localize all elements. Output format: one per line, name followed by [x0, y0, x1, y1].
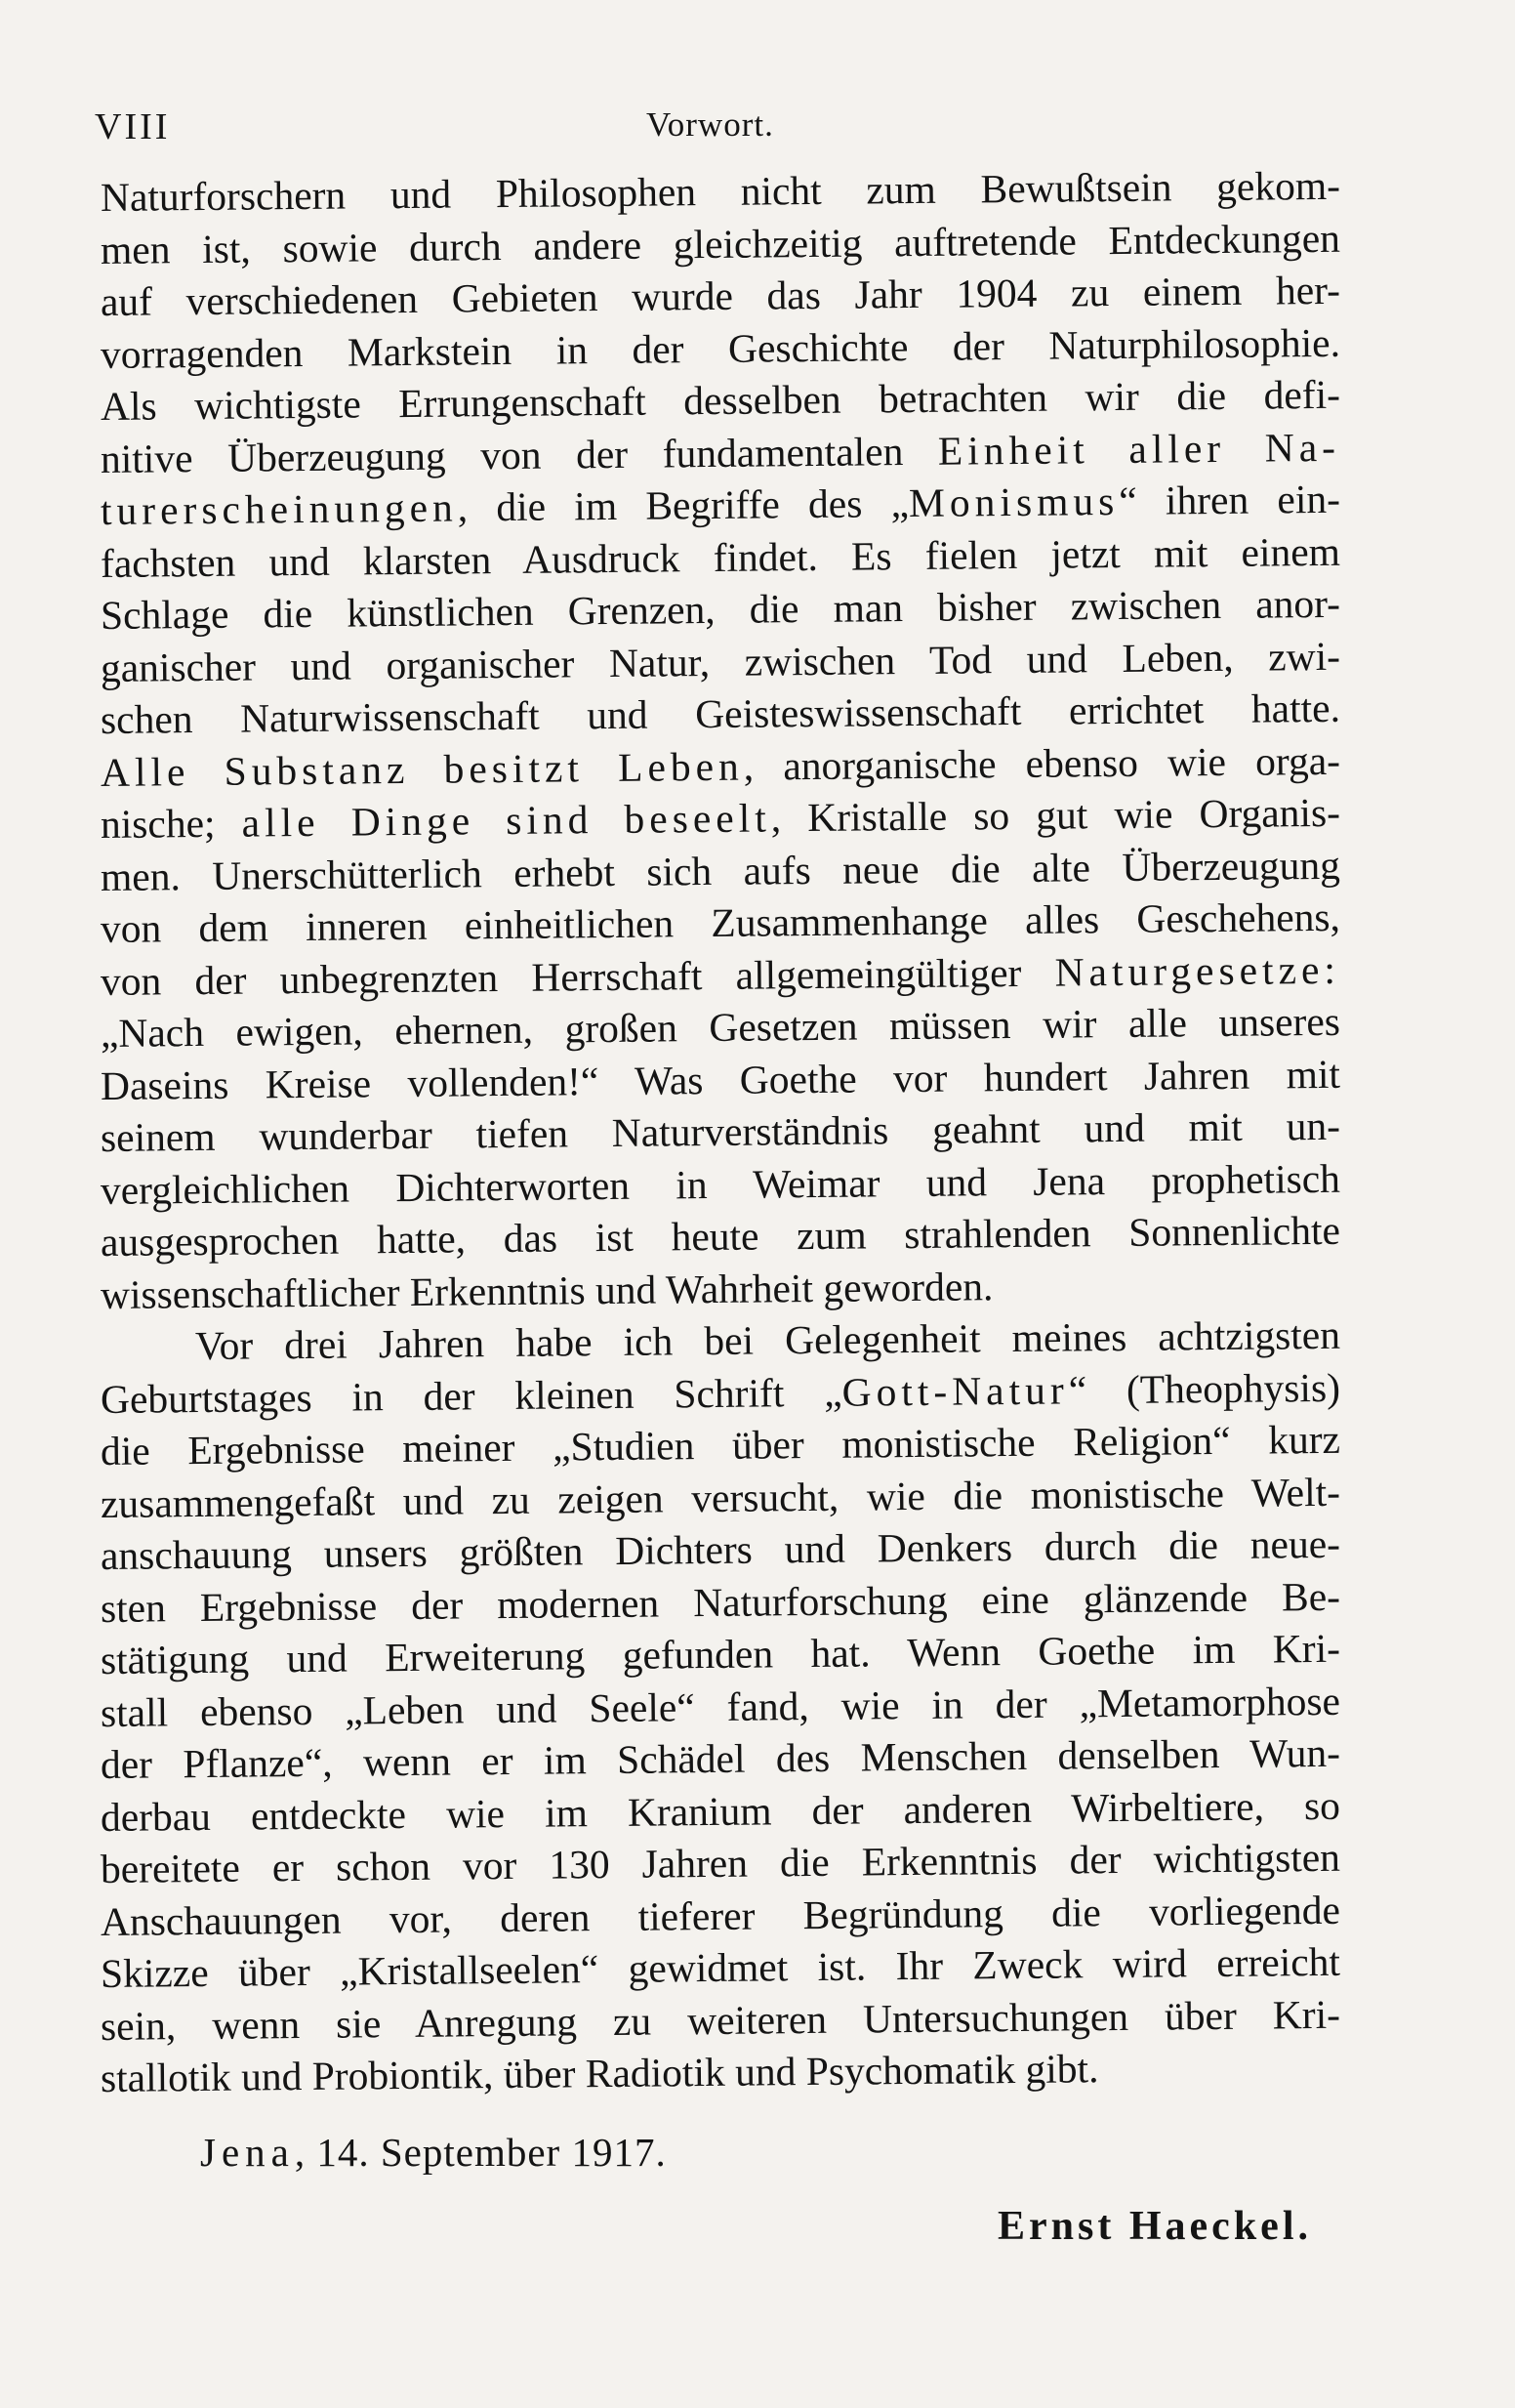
text-line: die Ergebnisse meiner „Studien über monistische Religion“ kurz — [100, 1416, 1341, 1474]
spaced-emphasis: Naturgesetze: — [1054, 946, 1341, 995]
text-line: fachsten und klarsten Ausdruck findet. Es fielen jetzt mit einem — [100, 528, 1341, 586]
text-line: Als wichtigste Errungenschaft desselben betrachten wir die defi- — [100, 371, 1341, 429]
text-segment: nitive Überzeugung von der fundamentalen — [100, 428, 939, 481]
text-line: men. Unerschütterlich erhebt sich aufs neue die alte Überzeugung — [100, 842, 1341, 899]
text-line: Naturforschern und Philosophen nicht zum Bewußtsein gekom- — [100, 162, 1341, 220]
text-segment: nische; — [100, 800, 242, 847]
text-line: sten Ergebnisse der modernen Naturforschung eine glänzende Be- — [100, 1573, 1341, 1631]
text-line: ganischer und organischer Natur, zwischen Tod und Leben, zwi- — [100, 633, 1341, 690]
dateline — [200, 2129, 667, 2176]
text-line: stallotik und Probiontik, über Radiotik und Psychomatik gibt. — [100, 2046, 1099, 2100]
spaced-emphasis: Gott-Natur — [841, 1366, 1069, 1415]
text-segment: von der unbegrenzten Herrschaft allgemeingültiger — [100, 949, 1055, 1004]
page-number: VIII — [95, 106, 171, 147]
text-line: men ist, sowie durch andere gleichzeitig auftretende Entdeckungen — [100, 215, 1341, 272]
text-line: Schlage die künstlichen Grenzen, die man bisher zwischen anor- — [100, 580, 1341, 638]
text-segment: Geburtstages in der kleinen Schrift „ — [100, 1369, 842, 1422]
spaced-emphasis: Alle Substanz besitzt Leben — [100, 743, 744, 795]
text-line: seinem wunderbar tiefen Naturverständnis geahnt und mit un- — [100, 1102, 1341, 1160]
text-segment: “ (Theophysis) — [1068, 1364, 1341, 1412]
text-line: schen Naturwissenschaft und Geisteswissenschaft errichtet hatte. — [100, 685, 1341, 742]
text-line: vorragenden Markstein in der Geschichte der Naturphilosophie. — [100, 319, 1341, 377]
text-line: ausgesprochen hatte, das ist heute zum strahlenden Sonnenlichte — [100, 1207, 1341, 1265]
date-text: , 14. September 1917. — [294, 2130, 667, 2175]
text-line: auf verschiedenen Gebieten wurde das Jahr 1904 zu einem her- — [100, 267, 1341, 324]
text-segment: , die im Begriffe des „ — [457, 480, 910, 530]
text-line: Vor drei Jahren habe ich bei Gelegenheit meines achtzigsten — [194, 1311, 1341, 1369]
main-text — [100, 162, 1341, 2105]
text-line: Anschauungen vor, deren tieferer Begründung die vorliegende — [100, 1887, 1341, 1944]
text-segment: , Kristalle so gut wie Organis- — [770, 789, 1341, 841]
paragraph-2 — [100, 1311, 1341, 2105]
text-line: stätigung und Erweiterung gefunden hat. Wenn Goethe im Kri- — [100, 1625, 1341, 1682]
text-line: Daseins Kreise vollenden!“ Was Goethe vor hundert Jahren mit — [100, 1051, 1341, 1108]
text-line: vergleichlichen Dichterworten in Weimar und Jena prophetisch — [100, 1155, 1341, 1213]
text-line: der Pflanze“, wenn er im Schädel des Menschen denselben Wun- — [100, 1729, 1341, 1787]
paragraph-1 — [100, 162, 1341, 1321]
place-name: Jena — [200, 2130, 295, 2175]
spaced-emphasis: turerscheinungen — [100, 484, 458, 533]
text-segment: “ ihren ein- — [1119, 476, 1341, 523]
text-line: Skizze über „Kristallseelen“ gewidmet ist. Ihr Zweck wird erreicht — [100, 1938, 1341, 1996]
text-line: wissenschaftlicher Erkenntnis und Wahrheit geworden. — [100, 1263, 994, 1317]
text-segment: , anorganische ebenso wie orga- — [743, 737, 1341, 789]
running-title: Vorwort. — [646, 105, 774, 144]
spaced-emphasis: Einheit aller Na- — [937, 424, 1341, 474]
text-line: derbau entdeckte wie im Kranium der anderen Wirbeltiere, so — [100, 1782, 1341, 1840]
author-signature: Ernst Haeckel. — [998, 2204, 1312, 2249]
spaced-emphasis: Monismus — [908, 477, 1120, 526]
spaced-emphasis: alle Dinge sind beseelt — [241, 795, 771, 846]
text-line: von dem inneren einheitlichen Zusammenhange alles Geschehens, — [100, 893, 1341, 951]
text-line: bereitete er schon vor 130 Jahren die Erkenntnis der wichtigsten — [100, 1834, 1341, 1891]
text-line: anschauung unsers größten Dichters und Denkers durch die neue- — [100, 1520, 1341, 1578]
text-line: zusammengefaßt und zu zeigen versucht, wie die monistische Welt- — [100, 1469, 1341, 1526]
text-line: stall ebenso „Leben und Seele“ fand, wie in der „Metamorphose — [100, 1678, 1341, 1735]
page-header — [95, 105, 1398, 164]
text-line: sein, wenn sie Anregung zu weiteren Untersuchungen über Kri- — [100, 1991, 1341, 2049]
text-line: „Nach ewigen, ehernen, großen Gesetzen müssen wir alle unseres — [100, 998, 1341, 1056]
